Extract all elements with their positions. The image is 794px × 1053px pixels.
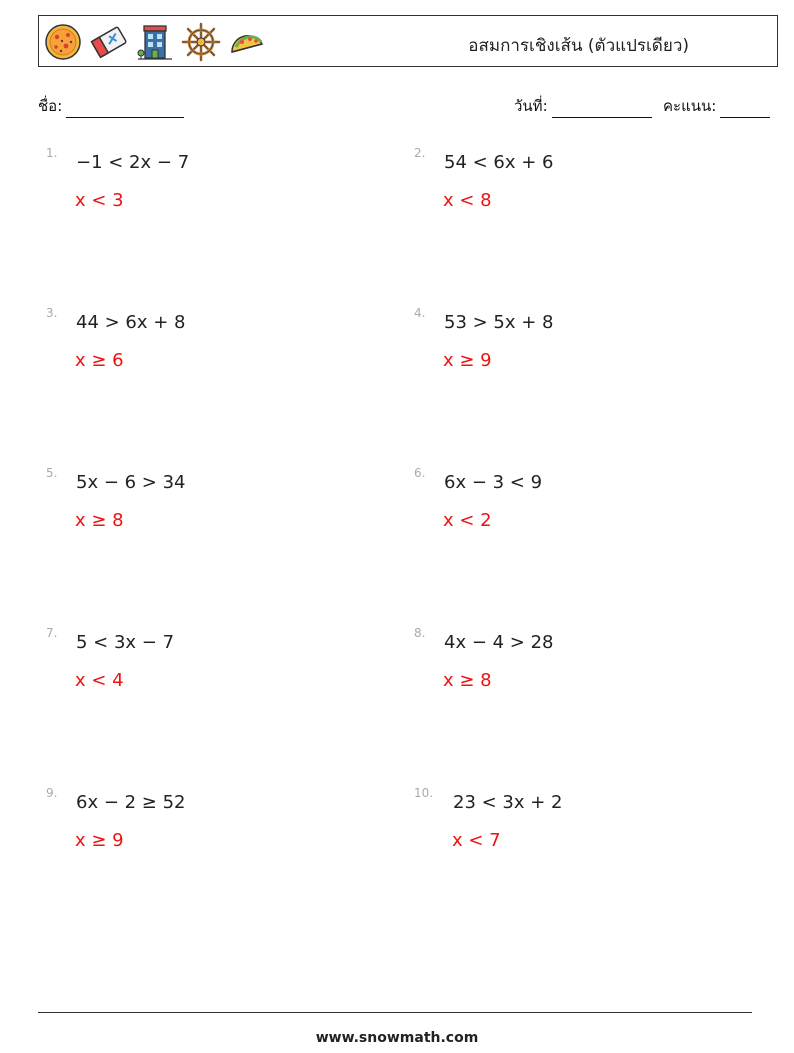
problem-answer: x < 3 <box>75 190 124 211</box>
problem-equation: 44 > 6x + 8 <box>76 312 186 333</box>
name-field <box>38 94 184 118</box>
name-blank[interactable] <box>66 103 184 118</box>
problem-number: 9. <box>46 786 58 800</box>
pizza-icon <box>43 22 83 62</box>
date-field <box>514 94 652 118</box>
problem-answer: x < 7 <box>452 830 501 851</box>
problem-equation: 4x − 4 > 28 <box>444 632 554 653</box>
date-label: วันที่: <box>514 97 548 115</box>
ticket-icon <box>89 22 129 62</box>
problem <box>46 306 376 426</box>
ship-wheel-icon <box>181 22 221 62</box>
score-label: คะแนน: <box>663 97 717 115</box>
problem-equation: 6x − 3 < 9 <box>444 472 543 493</box>
problem-number: 5. <box>46 466 58 480</box>
worksheet-title: อสมการเชิงเส้น (ตัวแปรเดียว) <box>468 36 689 56</box>
problem-equation: 53 > 5x + 8 <box>444 312 554 333</box>
building-icon <box>135 22 175 62</box>
problem-number: 7. <box>46 626 58 640</box>
problem <box>46 466 376 586</box>
problem-equation: 5x − 6 > 34 <box>76 472 186 493</box>
footer-divider <box>38 1012 752 1013</box>
problem <box>414 466 744 586</box>
name-label: ชื่อ: <box>38 97 63 115</box>
problem <box>46 786 376 906</box>
footer-website[interactable]: www.snowmath.com <box>315 1030 479 1046</box>
problem-equation: 6x − 2 ≥ 52 <box>76 792 186 813</box>
problem <box>414 626 744 746</box>
problem-answer: x < 4 <box>75 670 124 691</box>
problem <box>414 306 744 426</box>
problem-answer: x ≥ 8 <box>443 670 492 691</box>
problem <box>414 146 744 266</box>
date-blank[interactable] <box>552 103 652 118</box>
problem-number: 3. <box>46 306 58 320</box>
worksheet-header <box>38 15 778 67</box>
problem-number: 8. <box>414 626 426 640</box>
taco-icon <box>227 22 267 62</box>
problem-answer: x < 2 <box>443 510 492 531</box>
problem-number: 1. <box>46 146 58 160</box>
problem-equation: −1 < 2x − 7 <box>76 152 190 173</box>
problem-number: 10. <box>414 786 434 800</box>
problem-equation: 5 < 3x − 7 <box>76 632 175 653</box>
problem <box>414 786 744 906</box>
header-icons <box>43 20 267 64</box>
problem-number: 4. <box>414 306 426 320</box>
problem <box>46 626 376 746</box>
problem-answer: x ≥ 8 <box>75 510 124 531</box>
problem-answer: x ≥ 6 <box>75 350 124 371</box>
score-blank[interactable] <box>720 103 770 118</box>
problem-number: 6. <box>414 466 426 480</box>
problem-equation: 23 < 3x + 2 <box>453 792 563 813</box>
problem <box>46 146 376 266</box>
problem-answer: x < 8 <box>443 190 492 211</box>
problem-number: 2. <box>414 146 426 160</box>
score-field <box>663 94 770 118</box>
problem-equation: 54 < 6x + 6 <box>444 152 554 173</box>
problem-answer: x ≥ 9 <box>443 350 492 371</box>
problem-answer: x ≥ 9 <box>75 830 124 851</box>
